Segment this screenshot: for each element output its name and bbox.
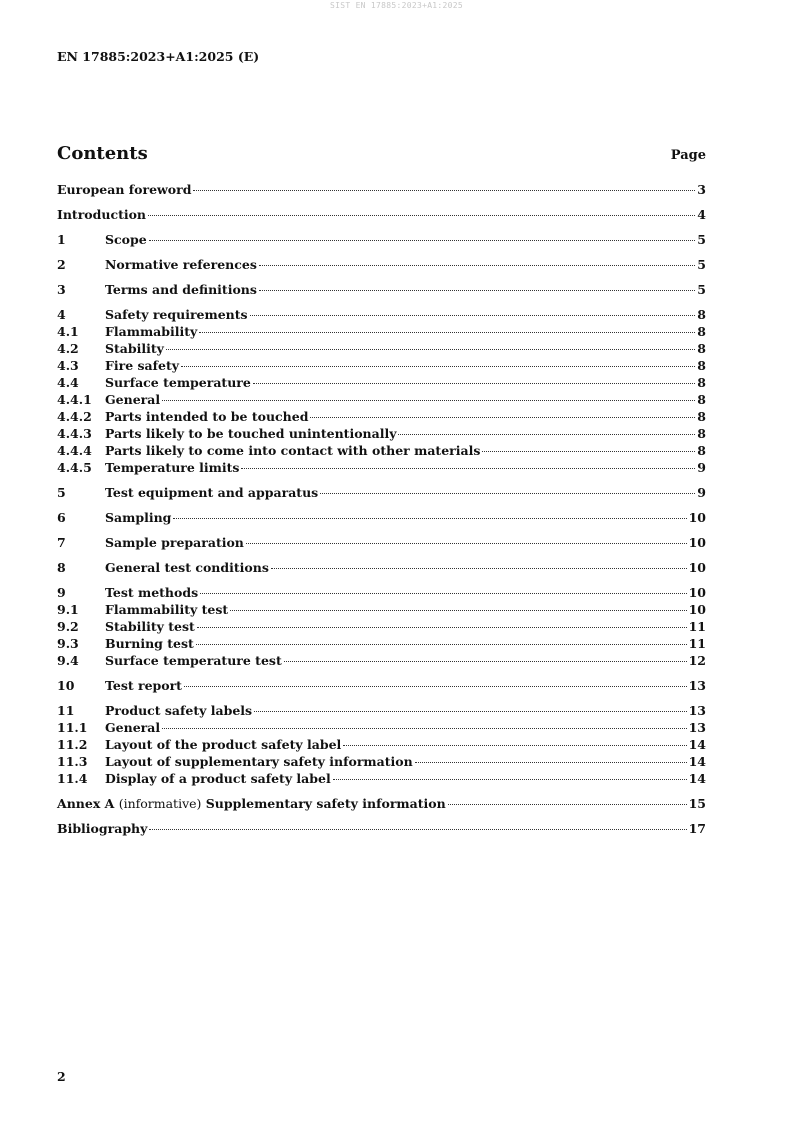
toc-entry-number: 9: [57, 585, 66, 600]
toc-entry-page: 5: [697, 282, 706, 297]
leader-dots: [181, 366, 695, 367]
leader-dots: [199, 332, 695, 333]
toc-entry-page: 8: [697, 307, 706, 322]
toc-entry-number: 9.4: [57, 653, 79, 668]
toc-entry-page: 8: [697, 409, 706, 424]
toc-entry[interactable]: [57, 635, 706, 652]
toc-entry-number: 4.4.3: [57, 426, 92, 441]
toc-entry[interactable]: [57, 509, 706, 526]
toc-entry-number: 10: [57, 678, 75, 693]
toc-entry[interactable]: [57, 601, 706, 618]
toc-entry-page: 11: [688, 619, 706, 634]
leader-dots: [197, 627, 687, 628]
toc-entry-page: 8: [697, 443, 706, 458]
toc-entry[interactable]: [57, 652, 706, 669]
leader-dots: [162, 728, 686, 729]
leader-dots: [246, 543, 687, 544]
toc-entry[interactable]: [57, 677, 706, 694]
toc-entry[interactable]: [57, 357, 706, 374]
toc-entry-page: 14: [688, 771, 706, 786]
annex-prefix: Annex A: [57, 796, 115, 811]
leader-dots: [284, 661, 687, 662]
toc-entry-page: 4: [697, 207, 706, 222]
toc-entry[interactable]: [57, 281, 706, 298]
leader-dots: [482, 451, 695, 452]
annex-title: Supplementary safety information: [205, 796, 446, 811]
toc-entry-number: 3: [57, 282, 66, 297]
leader-dots: [193, 190, 695, 191]
toc-entry-title: General: [105, 720, 161, 735]
toc-entry-number: 5: [57, 485, 66, 500]
toc-entry-title: General test conditions: [105, 560, 269, 575]
leader-dots: [320, 493, 695, 494]
toc-entry[interactable]: [57, 408, 706, 425]
toc-entry-page: 17: [688, 821, 706, 836]
toc-entry-number: 4.4: [57, 375, 79, 390]
leader-dots: [271, 568, 687, 569]
toc-entry[interactable]: [57, 425, 706, 442]
toc-entry[interactable]: [57, 340, 706, 357]
toc-entry[interactable]: [57, 770, 706, 787]
leader-dots: [259, 265, 695, 266]
toc-entry-number: 8: [57, 560, 66, 575]
toc-entry-number: 7: [57, 535, 66, 550]
leader-dots: [310, 417, 695, 418]
table-of-contents: [57, 181, 706, 837]
toc-entry-number: 11.3: [57, 754, 88, 769]
toc-entry[interactable]: [57, 231, 706, 248]
leader-dots: [173, 518, 686, 519]
toc-entry-title: Stability: [105, 341, 164, 356]
toc-entry-title: Burning test: [105, 636, 194, 651]
leader-dots: [448, 804, 687, 805]
toc-entry-title: Temperature limits: [105, 460, 240, 475]
toc-entry-title: Flammability: [105, 324, 198, 339]
toc-entry-title: Safety requirements: [105, 307, 248, 322]
toc-entry[interactable]: [57, 206, 706, 223]
leader-dots: [415, 762, 687, 763]
toc-entry[interactable]: [57, 753, 706, 770]
toc-entry-number: 11.4: [57, 771, 88, 786]
toc-entry[interactable]: [57, 484, 706, 501]
annex-qualifier: (informative): [118, 796, 202, 811]
toc-entry-number: 4.4.4: [57, 443, 92, 458]
toc-entry-number: 9.2: [57, 619, 79, 634]
toc-entry[interactable]: [57, 584, 706, 601]
leader-dots: [184, 686, 687, 687]
toc-entry-title: Sample preparation: [105, 535, 244, 550]
toc-entry-number: 4: [57, 307, 66, 322]
toc-entry-number: 11.1: [57, 720, 88, 735]
page-number: 2: [57, 1069, 66, 1084]
toc-entry-page: 8: [697, 375, 706, 390]
page-column-label: Page: [670, 148, 706, 163]
toc-entry-number: 2: [57, 257, 66, 272]
toc-entry-page: 10: [688, 535, 706, 550]
toc-entry-number: 11.2: [57, 737, 88, 752]
toc-entry[interactable]: [57, 391, 706, 408]
toc-entry[interactable]: [57, 736, 706, 753]
toc-entry-page: 13: [688, 678, 706, 693]
toc-entry-title: General: [105, 392, 161, 407]
leader-dots: [148, 215, 695, 216]
leader-dots: [333, 779, 687, 780]
toc-entry-number: 4.3: [57, 358, 79, 373]
toc-entry[interactable]: [57, 459, 706, 476]
toc-entry-number: 9.3: [57, 636, 79, 651]
toc-entry-page: 13: [688, 703, 706, 718]
toc-entry-page: 10: [688, 510, 706, 525]
toc-entry-title: Test methods: [105, 585, 199, 600]
toc-entry-page: 5: [697, 257, 706, 272]
toc-entry-number: 11: [57, 703, 75, 718]
leader-dots: [253, 383, 695, 384]
toc-entry-number: 4.4.5: [57, 460, 92, 475]
toc-entry-page: 5: [697, 232, 706, 247]
toc-entry-title: Parts intended to be touched: [105, 409, 309, 424]
toc-entry-title: Stability test: [105, 619, 195, 634]
toc-entry-page: 10: [688, 602, 706, 617]
contents-header: [57, 143, 706, 164]
toc-entry-title: Scope: [105, 232, 147, 247]
toc-entry-page: 8: [697, 358, 706, 373]
toc-entry-page: 3: [697, 182, 706, 197]
toc-entry-page: 15: [688, 796, 706, 811]
toc-entry-page: 9: [697, 460, 706, 475]
toc-entry-number: 4.2: [57, 341, 79, 356]
toc-entry[interactable]: [57, 181, 706, 198]
toc-entry-title: Surface temperature: [105, 375, 251, 390]
leader-dots: [254, 711, 687, 712]
toc-entry-number: 4.4.1: [57, 392, 92, 407]
toc-entry-title: Introduction: [57, 207, 147, 222]
leader-dots: [250, 315, 696, 316]
leader-dots: [149, 240, 696, 241]
toc-entry[interactable]: [57, 442, 706, 459]
leader-dots: [259, 290, 695, 291]
toc-entry-title: Flammability test: [105, 602, 229, 617]
toc-entry-title: Sampling: [105, 510, 172, 525]
toc-entry-title: Surface temperature test: [105, 653, 282, 668]
toc-entry[interactable]: [57, 618, 706, 635]
document-id-header: EN 17885:2023+A1:2025 (E): [57, 49, 260, 64]
leader-dots: [230, 610, 686, 611]
contents-title: Contents: [57, 143, 148, 164]
toc-entry-page: 8: [697, 426, 706, 441]
toc-entry-title: Layout of supplementary safety information: [105, 754, 413, 769]
toc-entry-page: 14: [688, 737, 706, 752]
toc-entry-number: 6: [57, 510, 66, 525]
toc-entry-page: 10: [688, 585, 706, 600]
toc-entry[interactable]: [57, 719, 706, 736]
toc-entry[interactable]: [57, 559, 706, 576]
toc-entry[interactable]: [57, 820, 706, 837]
toc-entry-page: 8: [697, 341, 706, 356]
toc-entry[interactable]: [57, 374, 706, 391]
leader-dots: [162, 400, 695, 401]
toc-entry[interactable]: [57, 323, 706, 340]
toc-entry[interactable]: [57, 534, 706, 551]
toc-entry-number: 9.1: [57, 602, 79, 617]
toc-entry-title: Test report: [105, 678, 182, 693]
toc-entry-title: Parts likely to come into contact with other materials: [105, 443, 481, 458]
toc-entry-page: 8: [697, 392, 706, 407]
toc-entry-number: 4.4.2: [57, 409, 92, 424]
toc-entry-title: Product safety labels: [105, 703, 253, 718]
toc-entry[interactable]: [57, 256, 706, 273]
leader-dots: [166, 349, 695, 350]
leader-dots: [200, 593, 686, 594]
leader-dots: [149, 829, 686, 830]
toc-entry-title: [57, 795, 446, 812]
toc-entry-annex[interactable]: [57, 795, 706, 812]
toc-entry-page: 14: [688, 754, 706, 769]
toc-entry-number: 1: [57, 232, 66, 247]
toc-entry-page: 10: [688, 560, 706, 575]
toc-entry-page: 12: [688, 653, 706, 668]
toc-entry[interactable]: [57, 306, 706, 323]
toc-entry-title: Test equipment and apparatus: [105, 485, 319, 500]
toc-entry-page: 13: [688, 720, 706, 735]
toc-entry-page: 9: [697, 485, 706, 500]
watermark: SIST EN 17885:2023+A1:2025: [329, 1, 464, 10]
toc-entry-title: Display of a product safety label: [105, 771, 331, 786]
toc-entry-title: Layout of the product safety label: [105, 737, 342, 752]
toc-entry-title: Bibliography: [57, 821, 148, 836]
leader-dots: [241, 468, 695, 469]
toc-entry-title: Normative references: [105, 257, 257, 272]
toc-entry[interactable]: [57, 702, 706, 719]
toc-entry-number: 4.1: [57, 324, 79, 339]
toc-entry-title: Fire safety: [105, 358, 180, 373]
toc-entry-page: 8: [697, 324, 706, 339]
leader-dots: [398, 434, 695, 435]
toc-entry-title: Parts likely to be touched unintentionally: [105, 426, 397, 441]
toc-entry-title: Terms and definitions: [105, 282, 257, 297]
leader-dots: [196, 644, 687, 645]
leader-dots: [343, 745, 686, 746]
toc-entry-title: European foreword: [57, 182, 192, 197]
toc-entry-page: 11: [688, 636, 706, 651]
